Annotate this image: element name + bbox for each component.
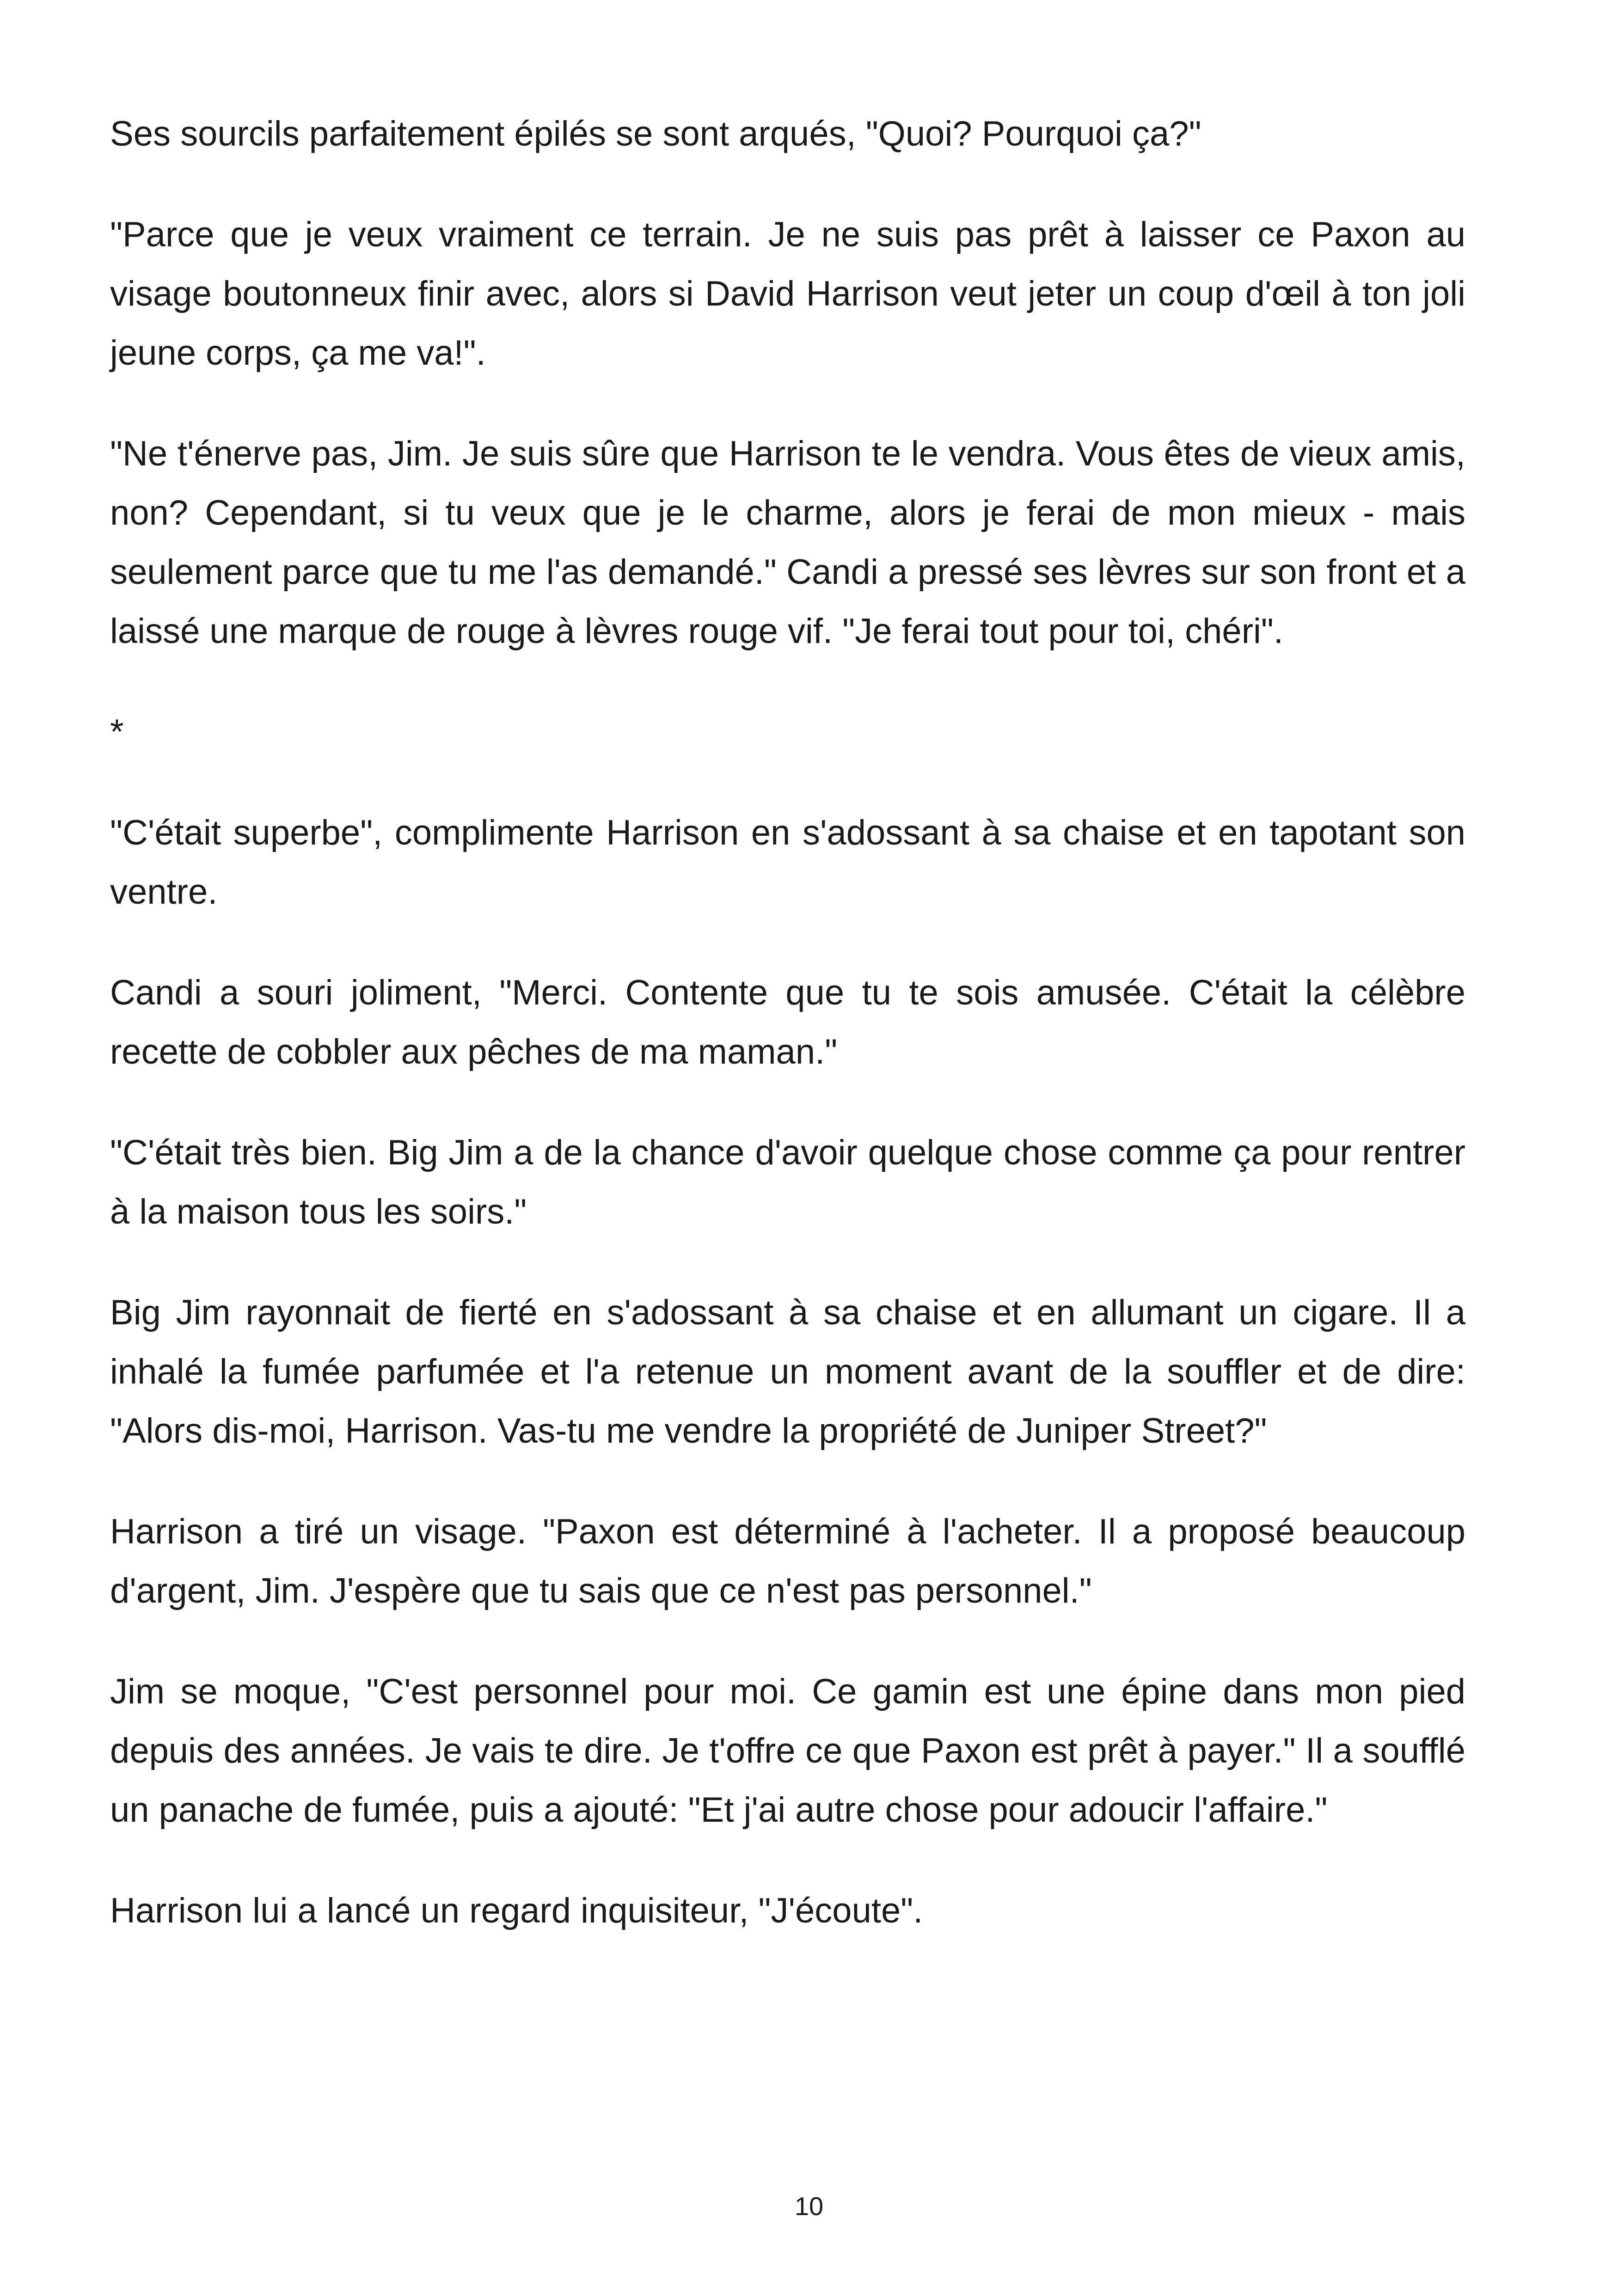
paragraph: "Ne t'énerve pas, Jim. Je suis sûre que Harrison te le vendra. Vous êtes de vieux amis, non? Cependant, si tu veux que je le charme, alors je ferai de mon mieux - mais seulement parce que tu me l'as demandé." Candi a pressé ses lèvres sur son front et a laissé une marque de rouge à lèvres rouge vif. "Je ferai tout pour toi, chéri".: [110, 434, 1465, 651]
paragraph: "Parce que je veux vraiment ce terrain. Je ne suis pas prêt à laisser ce Paxon au visage boutonneux finir avec, alors si David Harrison veut jeter un coup d'œil à ton joli jeune corps, ça me va!".: [110, 215, 1465, 373]
paragraph: Jim se moque, "C'est personnel pour moi. Ce gamin est une épine dans mon pied depuis des années. Je vais te dire. Je t'offre ce que Paxon est prêt à payer." Il a soufflé un panache de fumée, puis a ajouté: "Et j'ai autre chose pour adoucir l'affaire.": [110, 1672, 1465, 1830]
scene-break: *: [110, 712, 124, 752]
paragraph: Candi a souri joliment, "Merci. Contente que tu te sois amusée. C'était la célèbre recette de cobbler aux pêches de ma maman.": [110, 973, 1465, 1071]
paragraph: Ses sourcils parfaitement épilés se sont arqués, "Quoi? Pourquoi ça?": [110, 114, 1201, 153]
paragraph: "C'était superbe", complimente Harrison en s'adossant à sa chaise et en tapotant son ventre.: [110, 813, 1465, 912]
page-number: 10: [794, 2192, 824, 2221]
paragraph: "C'était très bien. Big Jim a de la chance d'avoir quelque chose comme ça pour rentrer à la maison tous les soirs.": [110, 1133, 1465, 1231]
paragraph: Big Jim rayonnait de fierté en s'adossant à sa chaise et en allumant un cigare. Il a inhalé la fumée parfumée et l'a retenue un moment avant de la souffler et de dire: "Alors dis-moi, Harrison. Vas-tu me vendre la propriété de Juniper Street?": [110, 1293, 1465, 1451]
paragraph: Harrison a tiré un visage. "Paxon est déterminé à l'acheter. Il a proposé beaucoup d'argent, Jim. J'espère que tu sais que ce n'est pas personnel.": [110, 1512, 1465, 1610]
body-text: [110, 104, 1465, 1982]
paragraph: Harrison lui a lancé un regard inquisiteur, "J'écoute".: [110, 1891, 923, 1930]
